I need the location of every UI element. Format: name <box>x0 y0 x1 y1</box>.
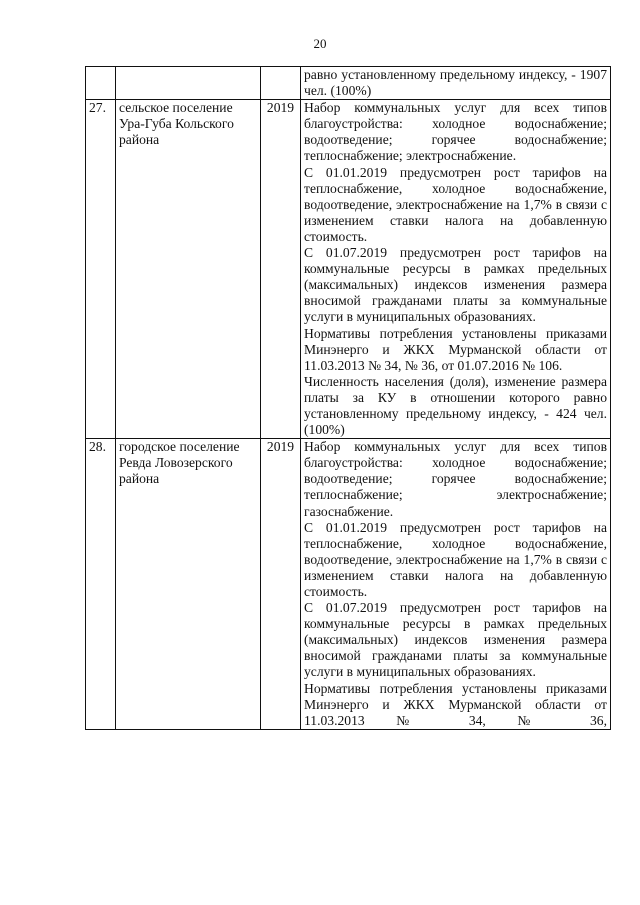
row-number: 28. <box>86 439 116 730</box>
description-paragraph: Численность населения (доля), изменение размера платы за КУ в отношении которого равно установленному предельному индексу, - 424 чел. (100%) <box>304 373 607 438</box>
row-year <box>261 67 301 100</box>
description-paragraph: Нормативы потребления установлены приказами Минэнерго и ЖКХ Мурманской области от 11.03.2013 № 34, № 36, <box>304 680 607 728</box>
description-paragraph: Нормативы потребления установлены приказами Минэнерго и ЖКХ Мурманской области от 11.03.2013 № 34, № 36, от 01.07.2016 № 106. <box>304 325 607 373</box>
row-year: 2019 <box>261 100 301 439</box>
row-number: 27. <box>86 100 116 439</box>
table-row <box>86 439 611 730</box>
row-description <box>301 100 611 439</box>
description-paragraph: С 01.01.2019 предусмотрен рост тарифов на теплоснабжение, холодное водоснабжение, водоотведение, электроснабжение на 1,7% в связи с изменением ставки налога на добавленную стоимость. <box>304 164 607 244</box>
description-paragraph: С 01.01.2019 предусмотрен рост тарифов на теплоснабжение, холодное водоснабжение, водоотведение, электроснабжение на 1,7% в связи с изменением ставки налога на добавленную стоимость. <box>304 519 607 599</box>
description-paragraph: С 01.07.2019 предусмотрен рост тарифов на коммунальные ресурсы в рамках предельных (максимальных) индексов изменения размера вносимой гражданами платы за коммунальные услуги в муниципальных образованиях. <box>304 245 607 325</box>
description-paragraph: Набор коммунальных услуг для всех типов благоустройства: холодное водоснабжение; водоотведение; горячее водоснабжение; теплоснабжение; электроснабжение; газоснабжение. <box>304 439 607 519</box>
description-paragraph: равно установленному предельному индексу, - 1907 чел. (100%) <box>304 67 607 99</box>
table-row <box>86 100 611 439</box>
row-number <box>86 67 116 100</box>
table-row <box>86 67 611 100</box>
page-number: 20 <box>313 36 327 51</box>
municipality-name: городское поселение Ревда Ловозерского района <box>116 439 261 730</box>
description-paragraph: С 01.07.2019 предусмотрен рост тарифов на коммунальные ресурсы в рамках предельных (максимальных) индексов изменения размера вносимой гражданами платы за коммунальные услуги в муниципальных образованиях. <box>304 600 607 680</box>
tariff-table <box>85 66 611 730</box>
description-paragraph: Набор коммунальных услуг для всех типов благоустройства: холодное водоснабжение; водоотведение; горячее водоснабжение; теплоснабжение; электроснабжение. <box>304 100 607 164</box>
row-year: 2019 <box>261 439 301 730</box>
row-description <box>301 439 611 730</box>
municipality-name: сельское поселение Ура-Губа Кольского района <box>116 100 261 439</box>
municipality-name <box>116 67 261 100</box>
row-description <box>301 67 611 100</box>
